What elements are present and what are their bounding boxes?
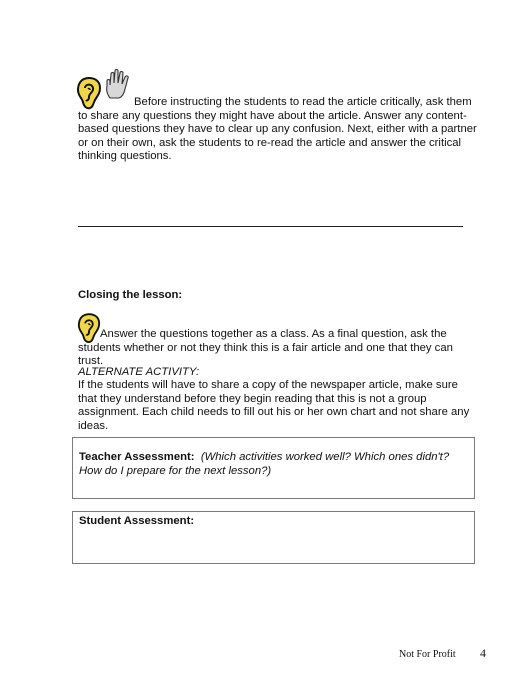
student-assessment-box — [72, 511, 475, 564]
page-number: 4 — [480, 646, 486, 660]
teacher-assessment-prompt: (Which activities worked well? Which ones didn't? How do I prepare for the next lesson?) — [79, 451, 450, 477]
alternate-activity-heading: ALTERNATE ACTIVITY: — [78, 366, 200, 378]
closing-heading: Closing the lesson: — [78, 289, 183, 301]
section-divider — [78, 226, 463, 227]
closing-paragraph: Answer the questions together as a class. As a final question, ask the students whether or not they think this is a fair article and one that they can trust. — [78, 328, 453, 368]
student-assessment-label: Student Assessment: — [79, 515, 195, 527]
alternate-activity-paragraph: If the students will have to share a copy of the newspaper article, make sure that they understand before they begin reading that this is not a group assignment. Each child needs to fill out his or her own chart and not share any ideas. — [78, 379, 470, 432]
footer-note: Not For Profit — [399, 649, 456, 660]
teacher-assessment-text — [79, 451, 466, 478]
intro-paragraph: Before instructing the students to read the article critically, ask them to share any questions they might have about the article. Answer any content-based questions they have to clear up any confusion. Next, either with a partner or on their own, ask the students to re-read the article and answer the critical thinking questions. — [78, 96, 477, 163]
teacher-assessment-box — [72, 437, 475, 499]
teacher-assessment-label: Teacher Assessment: — [79, 451, 195, 463]
